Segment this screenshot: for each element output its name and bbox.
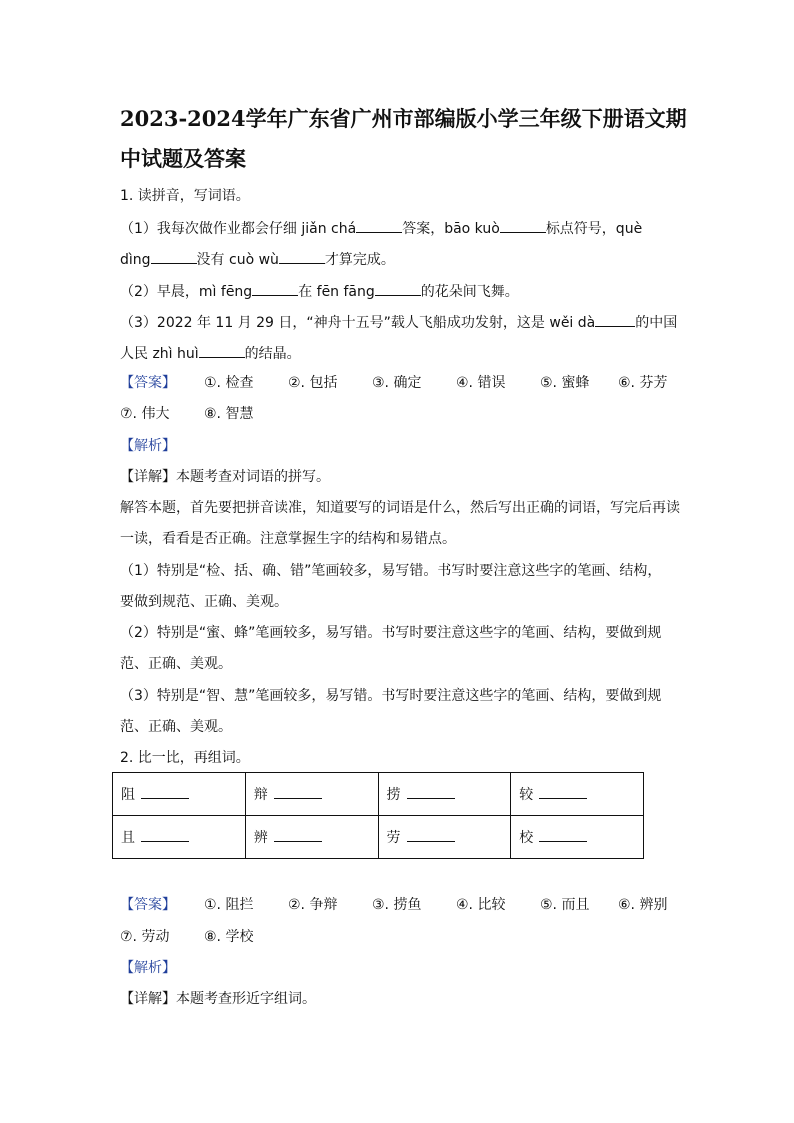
table-cell — [113, 773, 246, 816]
q1-answer-item: ⑧. 智慧 — [204, 406, 254, 422]
answer-blank[interactable] — [407, 788, 455, 799]
char: 校 — [519, 830, 534, 846]
q1-answer-item: ⑤. 蜜蜂 — [540, 375, 590, 391]
q2-answer-tag: 【答案】 — [120, 897, 176, 913]
answer-blank[interactable] — [141, 831, 189, 842]
q1-para: （2）特别是“蜜、蜂”笔画较多，易写错。书写时要注意这些字的笔画、结构，要做到规 — [120, 625, 662, 641]
q1-s3-part: （3）2022 年 11 月 29 日，“神舟十五号”载人飞船成功发射，这是 wěi dà — [120, 315, 596, 331]
detail-text: 本题考查对词语的拼写。 — [176, 469, 330, 485]
table-row — [113, 816, 644, 859]
q2-analysis-tag: 【解析】 — [120, 960, 176, 976]
q1-analysis-tag: 【解析】 — [120, 438, 176, 454]
answer-blank[interactable] — [595, 314, 635, 327]
q1-sentence1-cont — [120, 251, 395, 268]
detail-tag: 【详解】 — [120, 469, 176, 485]
table-row — [113, 773, 644, 816]
q1-s2-part: 的花朵间飞舞。 — [420, 284, 519, 300]
table-cell — [378, 773, 511, 816]
answer-blank[interactable] — [539, 788, 587, 799]
q1-detail — [120, 469, 330, 485]
detail-text: 本题考查形近字组词。 — [176, 991, 316, 1007]
q1-s2-part: 在 fēn fāng — [298, 284, 375, 300]
q1-answer-item: ⑦. 伟大 — [120, 406, 170, 422]
q2-answer-item: ③. 捞鱼 — [372, 897, 422, 913]
q1-s3-part: 的结晶。 — [244, 346, 301, 362]
q1-heading: 1. 读拼音，写词语。 — [120, 188, 250, 204]
q1-s1-part: 答案，bāo kuò — [402, 221, 500, 237]
table-cell — [113, 816, 246, 859]
answer-blank[interactable] — [141, 788, 189, 799]
q1-answer-item: ②. 包括 — [288, 375, 338, 391]
q1-s3-part: 的中国 — [635, 315, 678, 331]
q2-answer-item: ⑤. 而且 — [540, 897, 590, 913]
answer-blank[interactable] — [274, 788, 322, 799]
char-compare-table — [112, 772, 644, 859]
answer-blank[interactable] — [274, 831, 322, 842]
answer-blank[interactable] — [252, 283, 298, 296]
q2-answer-item: ⑧. 学校 — [204, 929, 254, 945]
q1-s3-part: 人民 zhì huì — [120, 346, 199, 362]
q1-s1-part: dìng — [120, 252, 151, 268]
q2-answer-item: ④. 比较 — [456, 897, 506, 913]
q1-sentence3 — [120, 314, 677, 331]
answer-blank[interactable] — [356, 220, 402, 233]
char: 辨 — [253, 830, 268, 846]
q1-s1-part: 标点符号，què — [545, 221, 643, 237]
q1-para: （1）特别是“检、括、确、错”笔画较多，易写错。书写时要注意这些字的笔画、结构， — [120, 563, 662, 579]
q1-para: （3）特别是“智、慧”笔画较多，易写错。书写时要注意这些字的笔画、结构，要做到规 — [120, 688, 662, 704]
q1-answer-item: ①. 检查 — [204, 375, 254, 391]
q1-para: 解答本题，首先要把拼音读准，知道要写的词语是什么，然后写出正确的词语，写完后再读 — [120, 500, 680, 516]
q1-para: 一读，看看是否正确。注意掌握生字的结构和易错点。 — [120, 531, 456, 547]
q2-answer-item: ⑥. 辨别 — [618, 897, 668, 913]
table-cell — [245, 773, 378, 816]
char: 较 — [519, 787, 534, 803]
q1-answer-tag: 【答案】 — [120, 375, 176, 391]
char: 劳 — [386, 830, 401, 846]
table-cell — [378, 816, 511, 859]
q1-sentence2 — [120, 283, 519, 300]
q1-answer-item: ⑥. 芬芳 — [618, 375, 668, 391]
q1-para: 范、正确、美观。 — [120, 656, 232, 672]
answer-blank[interactable] — [539, 831, 587, 842]
q1-sentence1 — [120, 220, 642, 237]
char: 阻 — [121, 787, 135, 803]
table-cell — [511, 816, 644, 859]
q2-answer-item: ⑦. 劳动 — [120, 929, 170, 945]
answer-blank[interactable] — [375, 283, 421, 296]
doc-title-line1: 2023-2024学年广东省广州市部编版小学三年级下册语文期 — [120, 106, 687, 131]
answer-blank[interactable] — [279, 251, 325, 264]
char: 且 — [121, 830, 135, 846]
table-cell — [245, 816, 378, 859]
char: 辩 — [253, 787, 268, 803]
q1-s2-part: （2）早晨，mì fēng — [120, 284, 253, 300]
q1-answer-item: ④. 错误 — [456, 375, 506, 391]
char: 捞 — [386, 787, 401, 803]
q2-answer-item: ②. 争辩 — [288, 897, 338, 913]
answer-blank[interactable] — [199, 345, 245, 358]
q1-sentence3-cont — [120, 345, 301, 362]
q1-answer-item: ③. 确定 — [372, 375, 422, 391]
q2-answer-item: ①. 阻拦 — [204, 897, 254, 913]
table-cell — [511, 773, 644, 816]
q1-s1-part: （1）我每次做作业都会仔细 jiǎn chá — [120, 221, 357, 237]
q1-para: 范、正确、美观。 — [120, 719, 232, 735]
q2-detail — [120, 991, 316, 1007]
answer-blank[interactable] — [500, 220, 546, 233]
q1-s1-part: 没有 cuò wù — [196, 252, 279, 268]
answer-blank[interactable] — [407, 831, 455, 842]
q1-para: 要做到规范、正确、美观。 — [120, 594, 288, 610]
q1-s1-part: 才算完成。 — [324, 252, 395, 268]
doc-title-line2: 中试题及答案 — [120, 146, 246, 171]
q2-heading: 2. 比一比，再组词。 — [120, 750, 250, 766]
answer-blank[interactable] — [151, 251, 197, 264]
detail-tag: 【详解】 — [120, 991, 176, 1007]
